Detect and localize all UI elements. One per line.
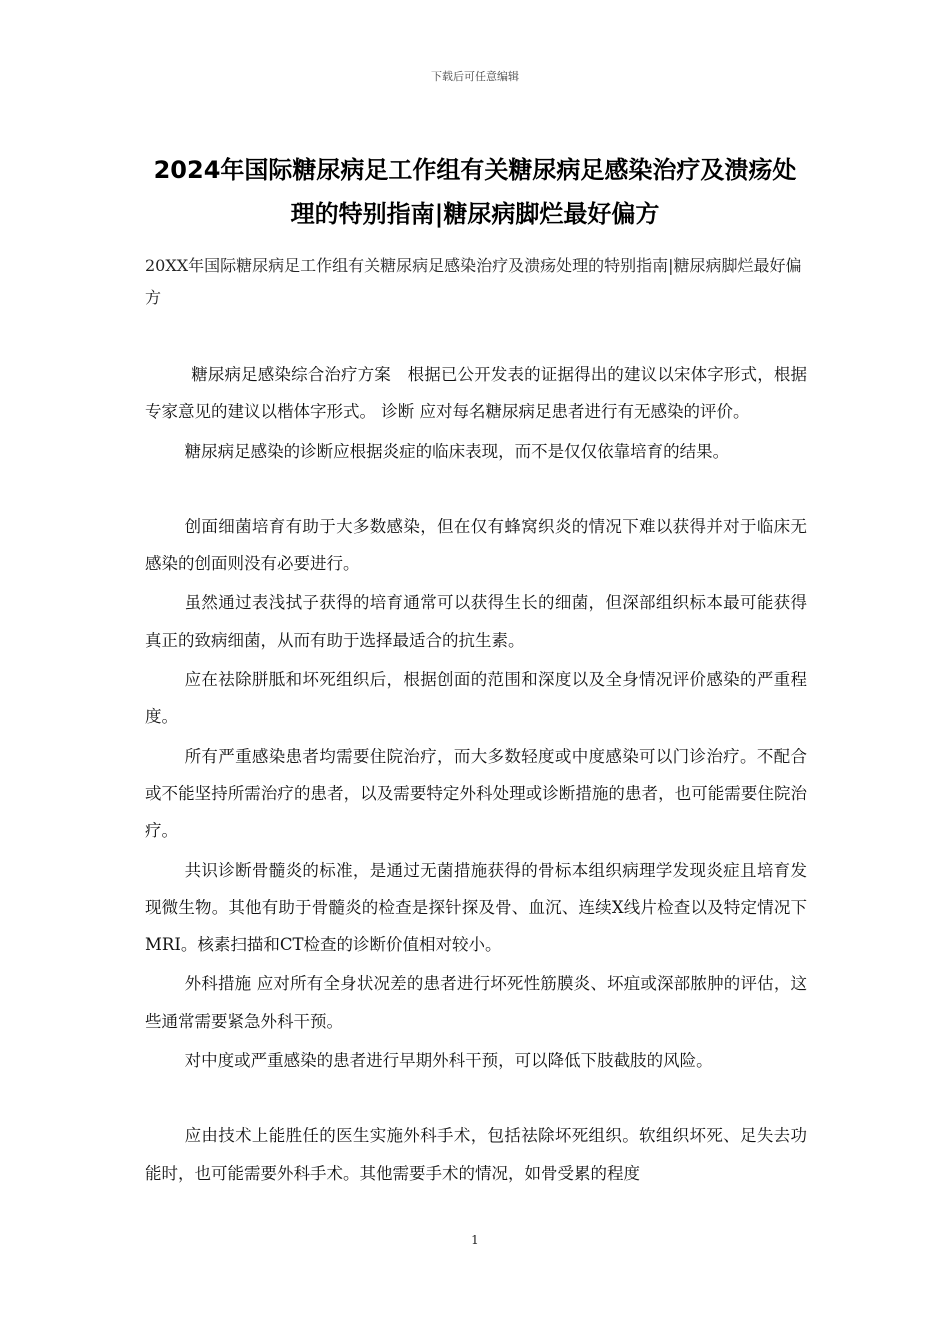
- document-title: 2024年国际糖尿病足工作组有关糖尿病足感染治疗及溃疡处理的特别指南|糖尿病脚烂最好偏方: [153, 156, 797, 228]
- paragraph-surgical-measures: 外科措施 应对所有全身状况差的患者进行坏死性筋膜炎、坏疽或深部脓肿的评估，这些通常需要紧急外科干预。: [145, 974, 807, 1031]
- page-number: 1: [471, 1233, 479, 1247]
- document-subtitle: 20XX年国际糖尿病足工作组有关糖尿病足感染治疗及溃疡处理的特别指南|糖尿病脚烂最好偏方: [145, 256, 802, 307]
- paragraph-early-intervention: 对中度或严重感染的患者进行早期外科干预，可以降低下肢截肢的风险。: [184, 1051, 713, 1071]
- paragraph-hospitalization: 所有严重感染患者均需要住院治疗，而大多数轻度或中度感染可以门诊治疗。不配合或不能坚持所需治疗的患者，以及需要特定外科处理或诊断措施的患者，也可能需要住院治疗。: [145, 746, 807, 841]
- header-note: 下载后可任意编辑: [431, 70, 519, 83]
- paragraph-bacterial-culture: 创面细菌培育有助于大多数感染，但在仅有蜂窝织炎的情况下难以获得并对于临床无感染的创面则没有必要进行。: [145, 516, 807, 574]
- paragraph-surgeon: 应由技术上能胜任的医生实施外科手术，包括祛除坏死组织。软组织坏死、足失去功能时，也可能需要外科手术。其他需要手术的情况，如骨受累的程度: [145, 1126, 807, 1183]
- paragraph-swab-culture: 虽然通过表浅拭子获得的培育通常可以获得生长的细菌，但深部组织标本最可能获得真正的致病细菌，从而有助于选择最适合的抗生素。: [145, 593, 807, 650]
- paragraph-severity-assessment: 应在祛除胼胝和坏死组织后，根据创面的范围和深度以及全身情况评价感染的严重程度。: [145, 670, 807, 727]
- document-body: [145, 356, 807, 1194]
- paragraph-diagnosis-basis: 糖尿病足感染的诊断应根据炎症的临床表现，而不是仅仅依靠培育的结果。: [184, 441, 730, 461]
- paragraph-treatment-plan: 糖尿病足感染综合治疗方案 根据已公开发表的证据得出的建议以宋体字形式，根据专家意见的建议以楷体字形式。 诊断 应对每名糖尿病足患者进行有无感染的评价。: [145, 365, 807, 422]
- paragraph-osteomyelitis: 共识诊断骨髓炎的标准，是通过无菌措施获得的骨标本组织病理学发现炎症且培育发现微生物。其他有助于骨髓炎的检查是探针探及骨、血沉、连续X线片检查以及特定情况下MRI。核素扫描和CT检查的诊断价值相对较小。: [145, 860, 807, 955]
